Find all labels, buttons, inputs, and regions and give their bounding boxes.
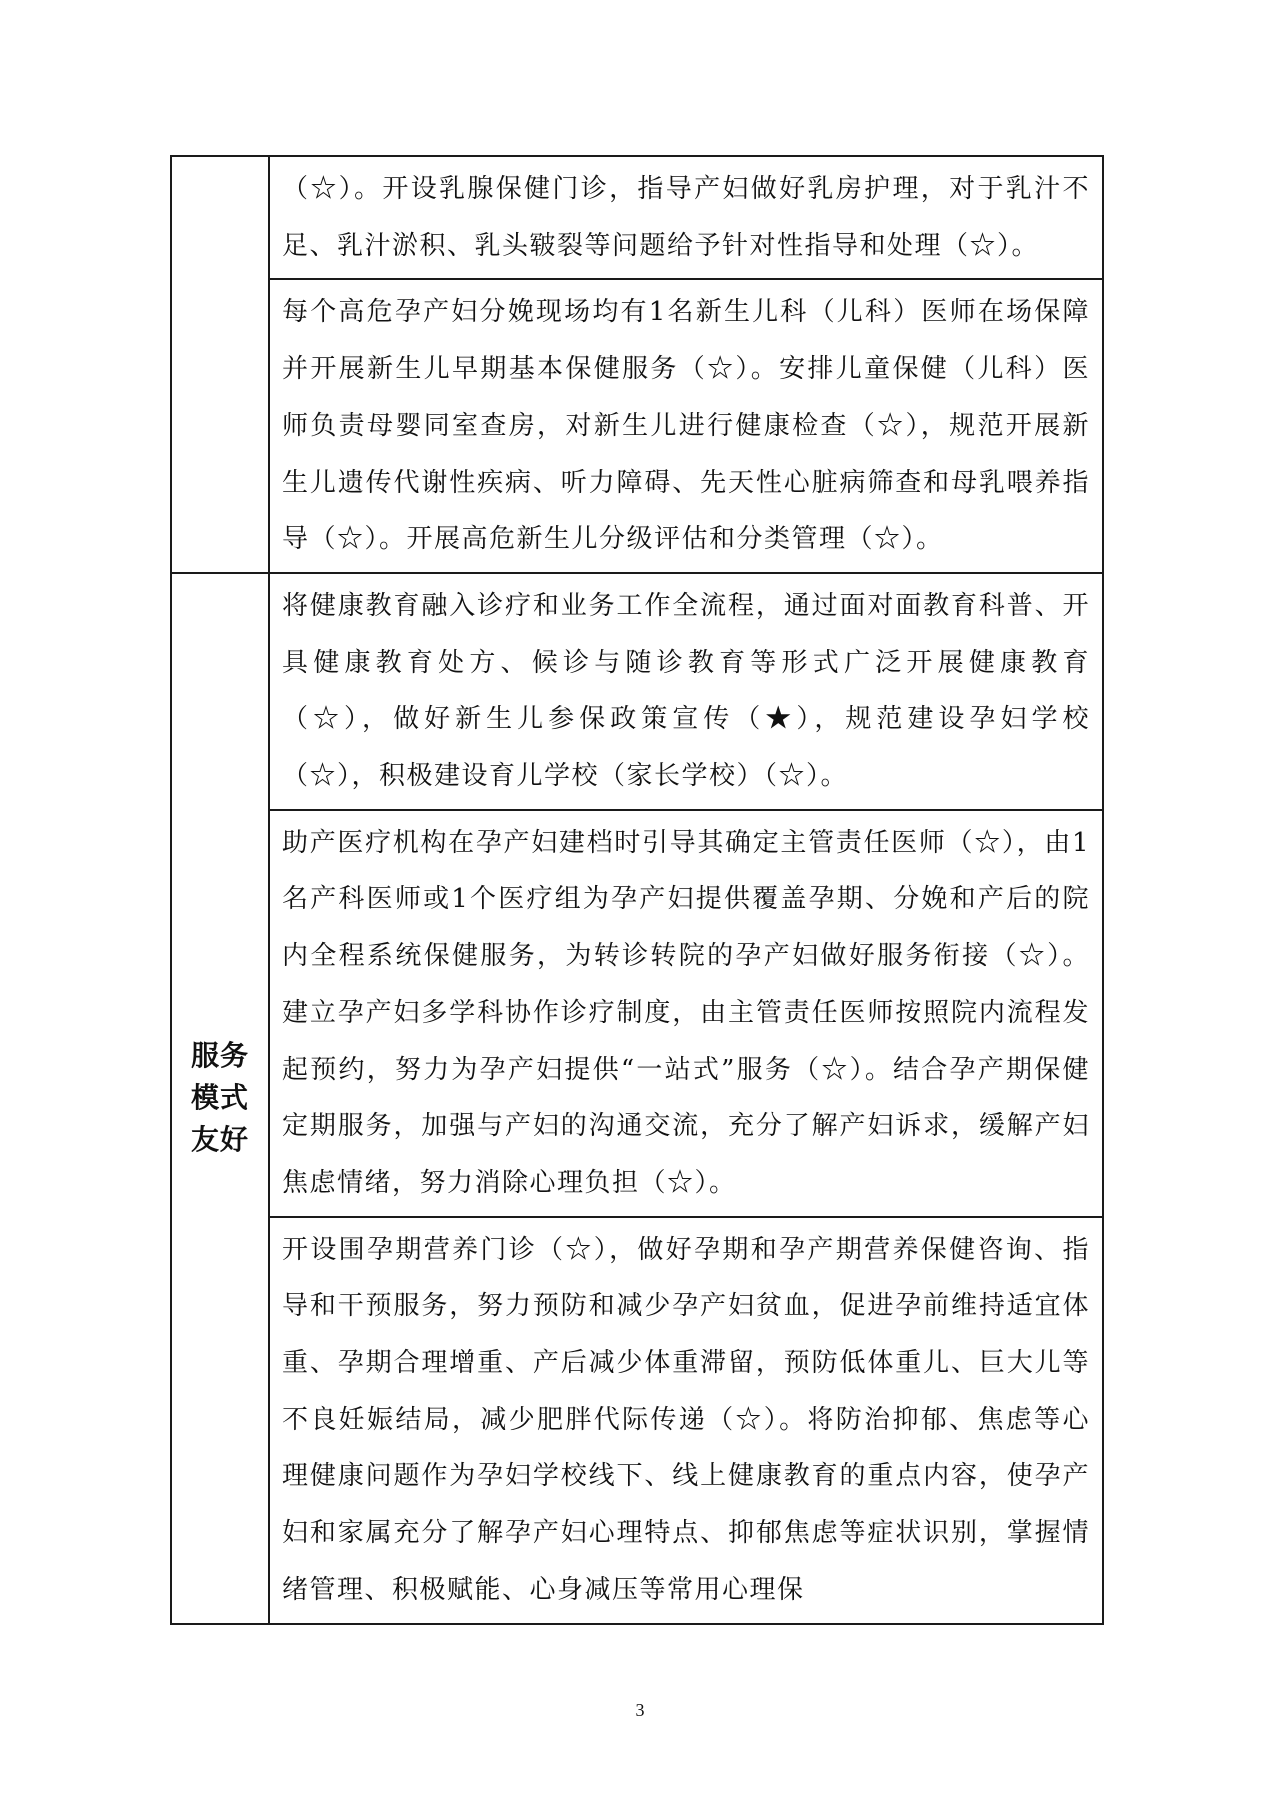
category-cell-continued bbox=[171, 156, 269, 573]
table-row bbox=[171, 810, 1103, 1217]
requirement-cell bbox=[269, 573, 1103, 810]
category-label: 服务模式友好 bbox=[190, 1039, 249, 1157]
category-cell-service-mode bbox=[171, 573, 269, 1624]
requirement-cell bbox=[269, 156, 1103, 279]
requirement-text: （☆）。开设乳腺保健门诊，指导产妇做好乳房护理，对于乳汁不足、乳汁淤积、乳头皲裂等问题给予针对性指导和处理（☆）。 bbox=[282, 174, 1090, 261]
table-row bbox=[171, 1217, 1103, 1624]
requirement-text: 助产医疗机构在孕产妇建档时引导其确定主管责任医师（☆），由1名产科医师或1个医疗组为孕产妇提供覆盖孕期、分娩和产后的院内全程系统保健服务，为转诊转院的孕产妇做好服务衔接（☆）。建立孕产妇多学科协作诊疗制度，由主管责任医师按照院内流程发起预约，努力为孕产妇提供“一站式”服务（☆）。结合孕产期保健定期服务，加强与产妇的沟通交流，充分了解产妇诉求，缓解产妇焦虑情绪，努力消除心理负担（☆）。 bbox=[282, 827, 1090, 1198]
requirement-text: 每个高危孕产妇分娩现场均有1名新生儿科（儿科）医师在场保障并开展新生儿早期基本保健服务（☆）。安排儿童保健（儿科）医师负责母婴同室查房，对新生儿进行健康检查（☆），规范开展新生儿遗传代谢性疾病、听力障碍、先天性心脏病筛查和母乳喂养指导（☆）。开展高危新生儿分级评估和分类管理（☆）。 bbox=[282, 297, 1090, 555]
table-row bbox=[171, 279, 1103, 573]
requirement-cell bbox=[269, 279, 1103, 573]
requirement-cell bbox=[269, 1217, 1103, 1624]
requirements-table bbox=[170, 155, 1104, 1625]
table-row bbox=[171, 573, 1103, 810]
requirement-text: 开设围孕期营养门诊（☆），做好孕期和孕产期营养保健咨询、指导和干预服务，努力预防和减少孕产妇贫血，促进孕前维持适宜体重、孕期合理增重、产后减少体重滞留，预防低体重儿、巨大儿等不良妊娠结局，减少肥胖代际传递（☆）。将防治抑郁、焦虑等心理健康问题作为孕妇学校线下、线上健康教育的重点内容，使孕产妇和家属充分了解孕产妇心理特点、抑郁焦虑等症状识别，掌握情绪管理、积极赋能、心身减压等常用心理保 bbox=[282, 1234, 1090, 1605]
requirement-cell bbox=[269, 810, 1103, 1217]
table-row bbox=[171, 156, 1103, 279]
requirement-text: 将健康教育融入诊疗和业务工作全流程，通过面对面教育科普、开具健康教育处方、候诊与随诊教育等形式广泛开展健康教育（☆），做好新生儿参保政策宣传（★），规范建设孕妇学校（☆），积极建设育儿学校（家长学校）（☆）。 bbox=[282, 590, 1090, 792]
page-number: 3 bbox=[635, 1700, 645, 1720]
